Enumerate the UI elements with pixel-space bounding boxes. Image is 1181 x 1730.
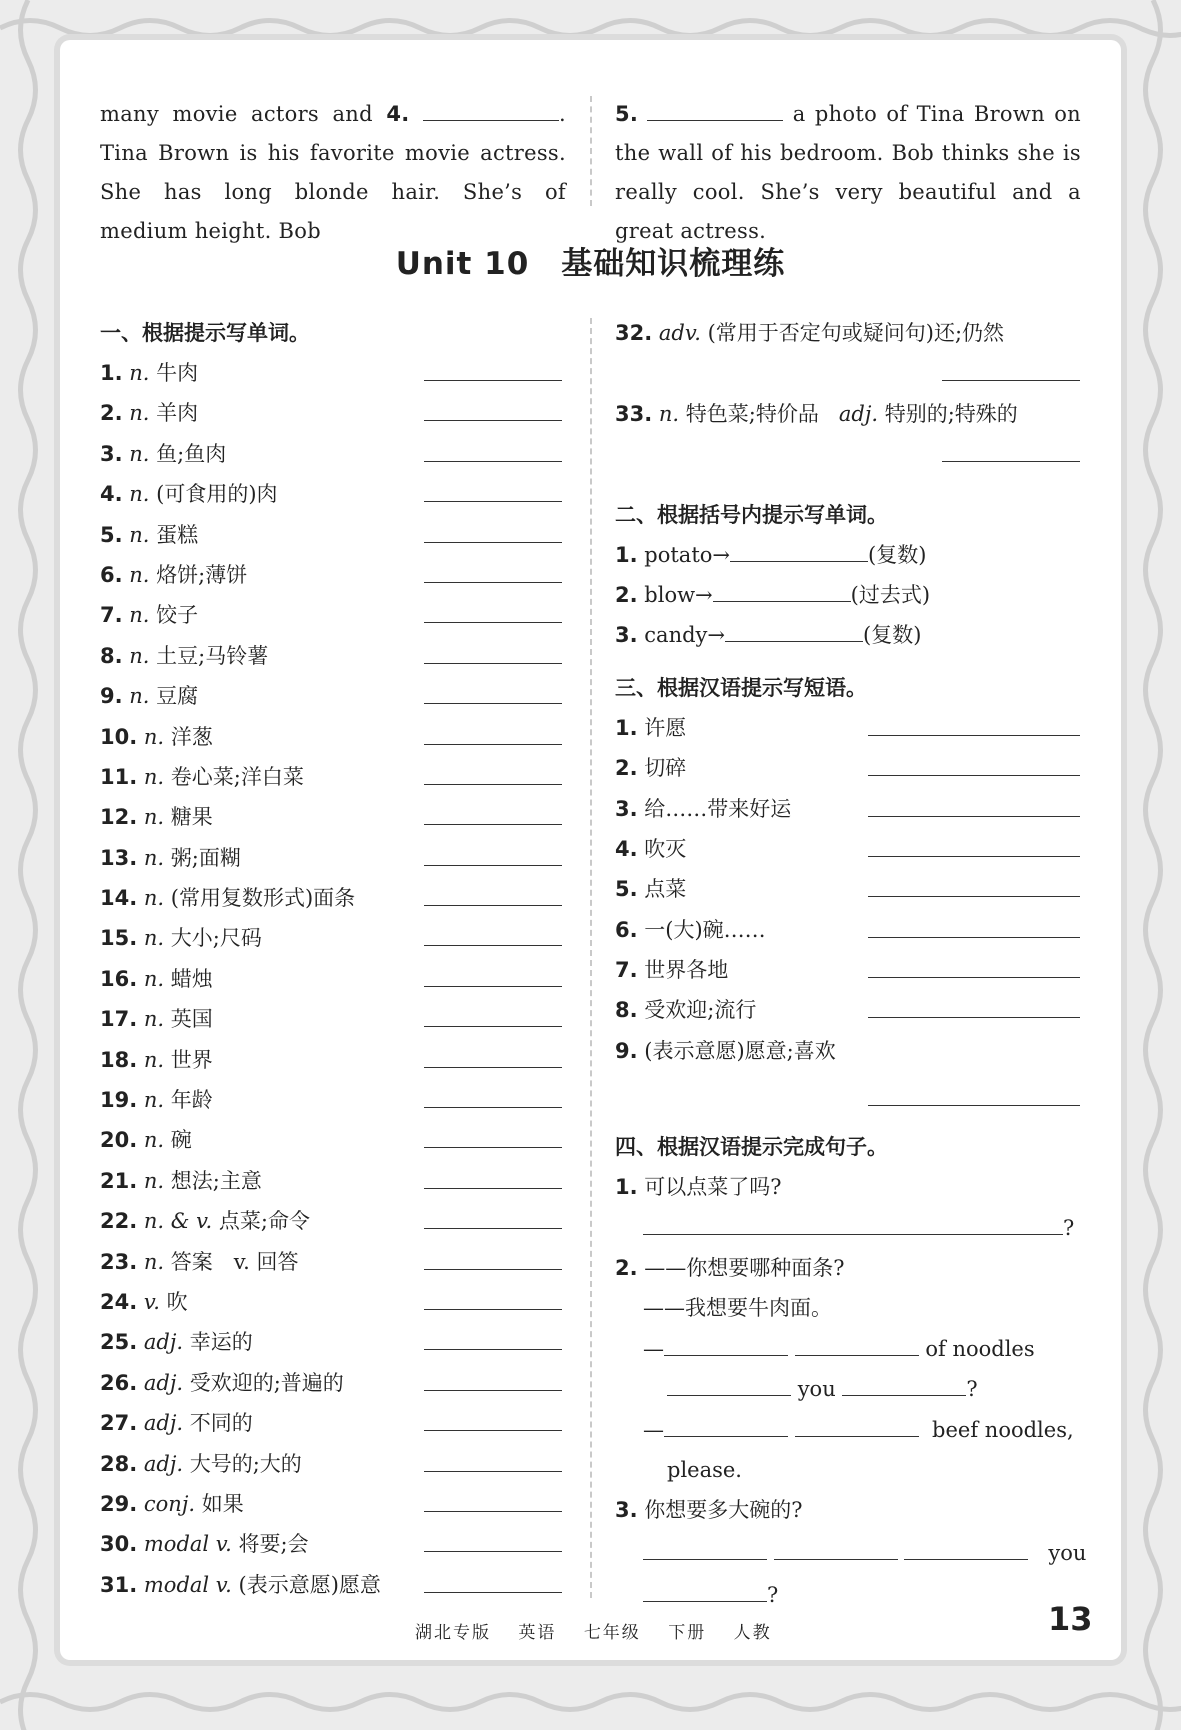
answer-blank[interactable] [725, 617, 863, 642]
word-item: 14. n. (常用复数形式)面条 [100, 878, 562, 918]
word-item-33: 33. n. 特色菜;特价品 adj. 特别的;特殊的 [615, 401, 1018, 426]
word-item: 26. adj. 受欢迎的;普遍的 [100, 1363, 562, 1403]
answer-line[interactable] [868, 1105, 1080, 1106]
word-item: 5. n. 蛋糕 [100, 515, 562, 555]
phrase-item: 9. (表示意愿)愿意;喜欢 [615, 1038, 836, 1063]
answer-blank[interactable] [664, 1412, 788, 1437]
answer-blank[interactable] [795, 1331, 919, 1356]
answer-line[interactable] [868, 937, 1080, 938]
answer-row: you [615, 1531, 1080, 1575]
answer-blank[interactable] [647, 96, 783, 121]
answer-blank[interactable] [667, 1371, 791, 1396]
word-item: 4. n. (可食用的)肉 [100, 474, 562, 514]
answer-blank[interactable] [643, 1577, 767, 1602]
word-list [100, 353, 562, 1605]
answer-line[interactable] [424, 1107, 562, 1108]
answer-line[interactable] [424, 1026, 562, 1027]
word-item: 20. n. 碗 [100, 1120, 562, 1160]
word-item: 21. n. 想法;主意 [100, 1161, 562, 1201]
word-item: 9. n. 豆腐 [100, 676, 562, 716]
word-item: 19. n. 年龄 [100, 1080, 562, 1120]
word-item: 24. v. 吹 [100, 1282, 562, 1322]
section-heading: 三、根据汉语提示写短语。 [615, 675, 867, 700]
answer-row: ? [615, 1575, 1080, 1615]
section-heading: 一、根据提示写单词。 [100, 321, 310, 345]
word-item: 1. n. 牛肉 [100, 353, 562, 393]
answer-line[interactable] [942, 380, 1080, 381]
form-item: 3. candy→ (复数) [615, 615, 1080, 655]
answer-line[interactable] [424, 703, 562, 704]
phrase-item: 2. 切碎 [615, 748, 1080, 788]
answer-line[interactable] [424, 1551, 562, 1552]
word-item: 29. conj. 如果 [100, 1484, 562, 1524]
answer-line[interactable] [424, 1228, 562, 1229]
answer-line[interactable] [424, 1269, 562, 1270]
answer-row: you ? [615, 1369, 1080, 1409]
dialogue-line: ——我想要牛肉面。 [643, 1296, 832, 1321]
answer-row: — beef noodles, [615, 1410, 1080, 1450]
answer-line[interactable] [868, 775, 1080, 776]
answer-line[interactable] [868, 896, 1080, 897]
answer-line[interactable] [868, 735, 1080, 736]
word-item: 12. n. 糖果 [100, 797, 562, 837]
answer-line[interactable] [424, 865, 562, 866]
answer-blank[interactable] [423, 96, 559, 121]
right-column [615, 313, 1087, 1615]
word-item: 2. n. 羊肉 [100, 393, 562, 433]
answer-line[interactable] [424, 1147, 562, 1148]
answer-line[interactable] [424, 986, 562, 987]
column-divider-top [590, 96, 592, 206]
answer-line[interactable] [424, 744, 562, 745]
answer-row: — of noodles [615, 1329, 1080, 1369]
footer: 湖北专版 英语 七年级 下册 人教 [415, 1623, 772, 1643]
word-item: 16. n. 蜡烛 [100, 959, 562, 999]
sentence-item-3: 3. 你想要多大碗的? [615, 1498, 803, 1523]
answer-line[interactable] [424, 1067, 562, 1068]
answer-blank[interactable] [664, 1331, 788, 1356]
phrase-item: 7. 世界各地 [615, 950, 1080, 990]
phrase-item: 8. 受欢迎;流行 [615, 990, 1080, 1030]
answer-line[interactable] [424, 1592, 562, 1593]
word-item: 8. n. 土豆;马铃薯 [100, 636, 562, 676]
answer-blank[interactable] [730, 537, 868, 562]
answer-line[interactable] [868, 856, 1080, 857]
answer-line[interactable] [424, 1309, 562, 1310]
word-item: 15. n. 大小;尺码 [100, 918, 562, 958]
sentence-item-2: 2. ——你想要哪种面条? [615, 1256, 845, 1281]
section-heading: 二、根据括号内提示写单词。 [615, 502, 888, 527]
word-item: 23. n. 答案 v. 回答 [100, 1242, 562, 1282]
left-column [100, 313, 562, 1605]
answer-line[interactable] [424, 380, 562, 381]
word-item: 13. n. 粥;面糊 [100, 838, 562, 878]
answer-row: ? [615, 1208, 1080, 1248]
sentence-item-1: 1. 可以点菜了吗? [615, 1175, 782, 1200]
form-item: 2. blow→ (过去式) [615, 575, 1080, 615]
form-item: 1. potato→ (复数) [615, 535, 1080, 575]
answer-line[interactable] [868, 1017, 1080, 1018]
passage-right: 5. a photo of Tina Brown on the wall of his bedroom. Bob thinks she is really cool. She’s very beautiful and a great actress. [615, 95, 1081, 251]
answer-line[interactable] [424, 1188, 562, 1189]
answer-line[interactable] [424, 582, 562, 583]
answer-row [615, 434, 1080, 474]
phrase-item: 4. 吹灭 [615, 829, 1080, 869]
answer-line[interactable] [424, 1511, 562, 1512]
answer-line[interactable] [424, 945, 562, 946]
section-heading: 四、根据汉语提示完成句子。 [615, 1135, 888, 1160]
word-item-32: 32. adv. (常用于否定句或疑问句)还;仍然 [615, 321, 1005, 345]
phrase-list [615, 708, 1080, 1072]
column-divider-main [590, 318, 592, 1598]
answer-blank[interactable] [795, 1412, 919, 1437]
answer-line[interactable] [424, 1349, 562, 1350]
word-item: 17. n. 英国 [100, 999, 562, 1039]
phrase-item: 6. 一(大)碗…… [615, 910, 1080, 950]
page-number: 13 [1048, 1600, 1093, 1638]
answer-line[interactable] [424, 824, 562, 825]
answer-blank[interactable] [774, 1535, 898, 1560]
word-item: 10. n. 洋葱 [100, 717, 562, 757]
word-item: 28. adj. 大号的;大的 [100, 1444, 562, 1484]
word-item: 7. n. 饺子 [100, 595, 562, 635]
word-item: 3. n. 鱼;鱼肉 [100, 434, 562, 474]
answer-line[interactable] [424, 501, 562, 502]
answer-line[interactable] [424, 663, 562, 664]
word-item: 11. n. 卷心菜;洋白菜 [100, 757, 562, 797]
answer-blank[interactable] [643, 1210, 1063, 1235]
word-item: 22. n. & v. 点菜;命令 [100, 1201, 562, 1241]
answer-line[interactable] [942, 461, 1080, 462]
answer-row [615, 353, 1080, 393]
answer-blank[interactable] [713, 577, 851, 602]
answer-line[interactable] [424, 622, 562, 623]
answer-line[interactable] [868, 816, 1080, 817]
phrase-item: 5. 点菜 [615, 869, 1080, 909]
answer-blank[interactable] [904, 1535, 1028, 1560]
answer-line[interactable] [424, 420, 562, 421]
answer-line[interactable] [424, 1471, 562, 1472]
word-item: 25. adj. 幸运的 [100, 1322, 562, 1362]
word-item: 27. adj. 不同的 [100, 1403, 562, 1443]
answer-line[interactable] [424, 542, 562, 543]
answer-line[interactable] [424, 1430, 562, 1431]
phrase-item: 3. 给……带来好运 [615, 789, 1080, 829]
phrase-item: 1. 许愿 [615, 708, 1080, 748]
word-item: 30. modal v. 将要;会 [100, 1524, 562, 1564]
answer-line[interactable] [424, 1390, 562, 1391]
answer-line[interactable] [424, 905, 562, 906]
wavy-border-bottom [0, 1682, 1181, 1722]
unit-title: Unit 10 基础知识梳理练 [395, 246, 786, 282]
answer-blank[interactable] [643, 1535, 767, 1560]
answer-blank[interactable] [842, 1371, 966, 1396]
dialogue-line: please. [667, 1457, 742, 1482]
answer-line[interactable] [868, 977, 1080, 978]
passage-left: many movie actors and 4. . Tina Brown is his favorite movie actress. She has long blonde hair. She’s of medium height. Bob [100, 95, 566, 251]
answer-line[interactable] [424, 461, 562, 462]
word-item: 31. modal v. (表示意愿)愿意 [100, 1565, 562, 1605]
answer-line[interactable] [424, 784, 562, 785]
word-item: 18. n. 世界 [100, 1040, 562, 1080]
answer-row [615, 1071, 1080, 1117]
word-item: 6. n. 烙饼;薄饼 [100, 555, 562, 595]
